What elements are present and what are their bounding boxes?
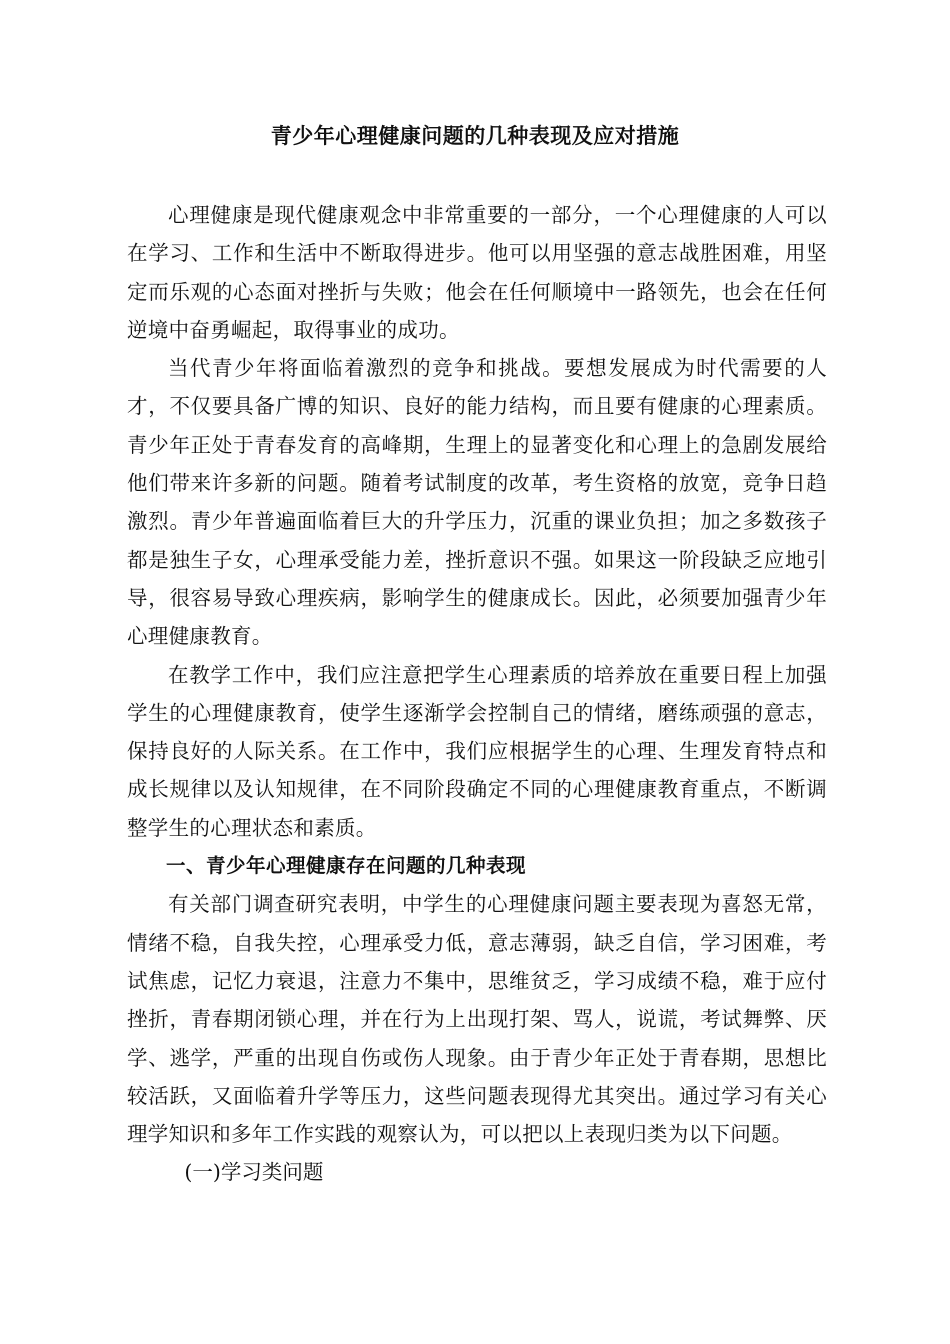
- intro-paragraph-1: 心理健康是现代健康观念中非常重要的一部分，一个心理健康的人可以在学习、工作和生活中不断取得进步。他可以用坚强的意志战胜困难，用坚定而乐观的心态面对挫折与失败；他会在任何顺境中一路领先，也会在任何逆境中奋勇崛起，取得事业的成功。: [127, 203, 827, 342]
- intro-paragraph-2: 当代青少年将面临着激烈的竞争和挑战。要想发展成为时代需要的人才，不仅要具备广博的知识、良好的能力结构，而且要有健康的心理素质。青少年正处于青春发育的高峰期，生理上的显著变化和心理上的急剧发展给他们带来许多新的问题。随着考试制度的改革，考生资格的放宽，竞争日趋激烈。青少年普遍面临着巨大的升学压力，沉重的课业负担；加之多数孩子都是独生子女，心理承受能力差，挫折意识不强。如果这一阶段缺乏应地引导，很容易导致心理疾病，影响学生的健康成长。因此，必须要加强青少年心理健康教育。: [127, 356, 827, 649]
- intro-paragraph-3: 在教学工作中，我们应注意把学生心理素质的培养放在重要日程上加强学生的心理健康教育，使学生逐渐学会控制自己的情绪，磨练顽强的意志，保持良好的人际关系。在工作中，我们应根据学生的心理、生理发育特点和成长规律以及认知规律，在不同阶段确定不同的心理健康教育重点，不断调整学生的心理状态和素质。: [127, 662, 827, 840]
- document-body: [127, 196, 827, 1192]
- document-title: 青少年心理健康问题的几种表现及应对措施: [270, 124, 680, 148]
- section-heading: 一、青少年心理健康存在问题的几种表现: [166, 854, 527, 878]
- subsection-heading: (一)学习类问题: [184, 1160, 324, 1185]
- section-paragraph: 有关部门调查研究表明，中学生的心理健康问题主要表现为喜怒无常，情绪不稳，自我失控，心理承受力低，意志薄弱，缺乏自信，学习困难，考试焦虑，记忆力衰退，注意力不集中，思维贫乏，学习成绩不稳，难于应付挫折，青春期闭锁心理，并在行为上出现打架、骂人，说谎，考试舞弊、厌学、逃学，严重的出现自伤或伤人现象。由于青少年正处于青春期，思想比较活跃，又面临着升学等压力，这些问题表现得尤其突出。通过学习有关心理学知识和多年工作实践的观察认为，可以把以上表现归类为以下问题。: [127, 892, 827, 1147]
